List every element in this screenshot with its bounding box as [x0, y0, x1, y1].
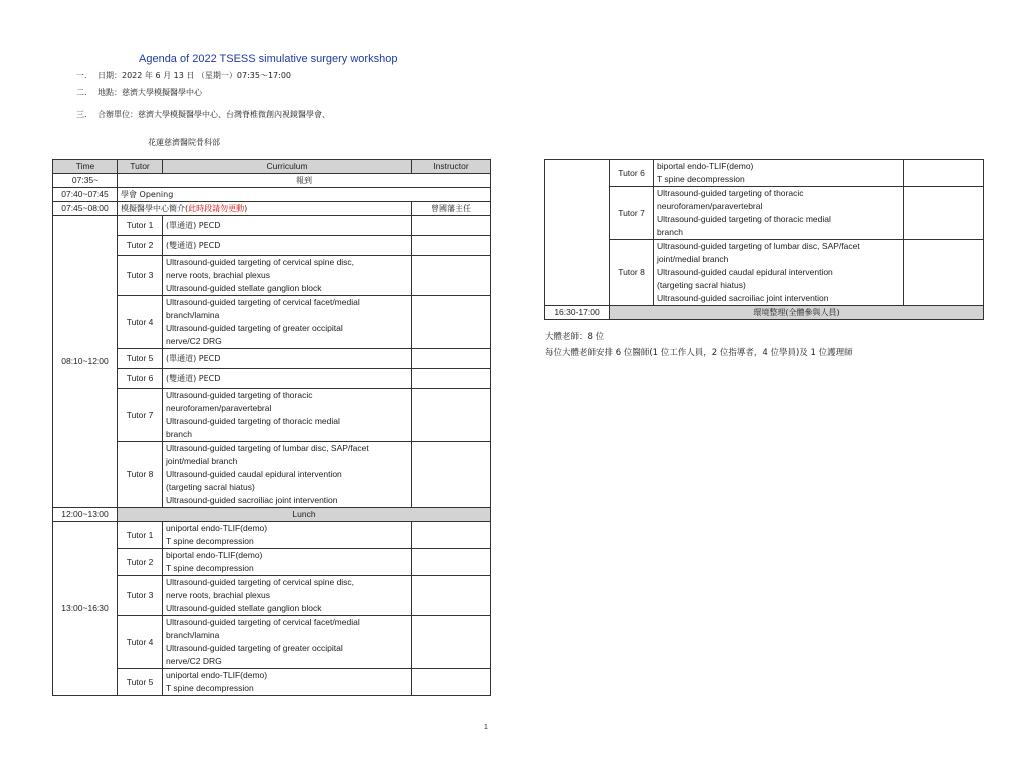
time-cell: [545, 160, 610, 306]
instructor-cell: [412, 389, 491, 442]
info-organizers-number: 三.: [76, 110, 87, 119]
tutor-cell: Tutor 5: [118, 669, 163, 696]
time-cell: 07:35~: [53, 174, 118, 188]
tutor-cell: Tutor 8: [118, 442, 163, 508]
curriculum-line: Ultrasound-guided targeting of thoracic: [657, 188, 804, 198]
curriculum-line: Ultrasound-guided sacroiliac joint intervention: [166, 495, 338, 505]
curriculum-line: T spine decompression: [166, 563, 254, 573]
time-cell: 12:00~13:00: [53, 508, 118, 522]
tutor-cell: Tutor 5: [118, 349, 163, 369]
tutor-cell: Tutor 3: [118, 256, 163, 296]
curriculum-cell: [163, 442, 412, 508]
curriculum-line: nerve/C2 DRG: [166, 656, 222, 666]
tutor-cell: Tutor 7: [118, 389, 163, 442]
tutor-cell: Tutor 2: [118, 549, 163, 576]
table-row: [53, 296, 491, 349]
info-location-text: 地點：慈濟大學模擬醫學中心: [98, 88, 202, 97]
afternoon-time-cell: 13:00~16:30: [53, 522, 118, 696]
instructor-cell: [904, 160, 984, 187]
curriculum-line: nerve/C2 DRG: [166, 336, 222, 346]
curriculum-line: branch/lamina: [166, 630, 220, 640]
table-row: [53, 256, 491, 296]
curriculum-cell: [163, 349, 412, 369]
table-row: [545, 306, 984, 320]
instructor-cell: [412, 442, 491, 508]
instructor-cell: [412, 256, 491, 296]
curriculum-line: Ultrasound-guided targeting of thoracic medial: [166, 416, 340, 426]
table-row: [53, 202, 491, 216]
curriculum-cell: [163, 256, 412, 296]
lunch-cell: Lunch: [118, 508, 491, 522]
curriculum-line: Ultrasound-guided targeting of lumbar disc, SAP/facet: [166, 443, 369, 453]
instructor-cell: [412, 522, 491, 549]
tutor-cell: Tutor 7: [610, 187, 654, 240]
curriculum-cell: [654, 240, 904, 306]
agenda-table-continued: [544, 159, 984, 320]
time-cell: 07:45~08:00: [53, 202, 118, 216]
curriculum-line: biportal endo-TLIF(demo): [657, 161, 754, 171]
curriculum-line: Ultrasound-guided targeting of thoracic: [166, 390, 313, 400]
curriculum-line: T spine decompression: [657, 174, 745, 184]
table-row: [53, 389, 491, 442]
tutor-cell: Tutor 1: [118, 522, 163, 549]
curriculum-line: T spine decompression: [166, 683, 254, 693]
info-date-number: 一.: [76, 71, 87, 80]
curriculum-line: Ultrasound-guided targeting of cervical spine disc,: [166, 577, 355, 587]
instructor-cell: [412, 669, 491, 696]
curriculum-line: joint/medial branch: [166, 456, 238, 466]
closing-cell: 環境整理(全體參與人員): [610, 306, 984, 320]
table-row: [53, 442, 491, 508]
header-instructor: Instructor: [412, 160, 491, 174]
time-cell: 16:30-17:00: [545, 306, 610, 320]
info-date: [76, 70, 291, 81]
curriculum-cell: [118, 202, 412, 216]
curriculum-cell: [163, 669, 412, 696]
curriculum-cell: [163, 296, 412, 349]
document-title: Agenda of 2022 TSESS simulative surgery workshop: [139, 53, 398, 65]
tutor-cell: Tutor 4: [118, 296, 163, 349]
curriculum-suffix: ): [244, 204, 248, 213]
curriculum-line: Ultrasound-guided targeting of lumbar disc, SAP/facet: [657, 241, 860, 251]
instructor-cell: [412, 549, 491, 576]
curriculum-line: Ultrasound-guided stellate ganglion block: [166, 283, 322, 293]
tutor-cell: Tutor 6: [610, 160, 654, 187]
curriculum-line: joint/medial branch: [657, 254, 729, 264]
curriculum-line: branch/lamina: [166, 310, 220, 320]
header-time: Time: [53, 160, 118, 174]
tutor-cell: Tutor 1: [118, 216, 163, 236]
curriculum-cell: [163, 616, 412, 669]
header-tutor: Tutor: [118, 160, 163, 174]
curriculum-line: Ultrasound-guided targeting of greater occipital: [166, 643, 343, 653]
curriculum-line: neuroforamen/paravertebral: [166, 403, 272, 413]
table-row: [53, 349, 491, 369]
table-row: [545, 160, 984, 187]
instructor-cell: [412, 616, 491, 669]
curriculum-line: (雙通道) PECD: [166, 241, 221, 250]
table-row: [53, 236, 491, 256]
curriculum-cell: 學會 Opening: [118, 188, 491, 202]
instructor-cell: 曾國藩主任: [412, 202, 491, 216]
curriculum-cell: [654, 187, 904, 240]
curriculum-line: (單通道) PECD: [166, 221, 221, 230]
tutor-cell: Tutor 8: [610, 240, 654, 306]
info-organizers-cont: [148, 137, 220, 148]
tutor-cell: Tutor 2: [118, 236, 163, 256]
header-curriculum: Curriculum: [163, 160, 412, 174]
curriculum-cell: [163, 522, 412, 549]
curriculum-line: Ultrasound-guided targeting of greater occipital: [166, 323, 343, 333]
instructor-cell: [412, 349, 491, 369]
morning-time-cell: 08:10~12:00: [53, 216, 118, 508]
curriculum-line: biportal endo-TLIF(demo): [166, 550, 263, 560]
tutor-cell: Tutor 4: [118, 616, 163, 669]
table-row: [545, 187, 984, 240]
table-header-row: [53, 160, 491, 174]
tutor-cell: Tutor 6: [118, 369, 163, 389]
instructor-cell: [412, 576, 491, 616]
instructor-cell: [412, 216, 491, 236]
curriculum-line: branch: [166, 429, 192, 439]
instructor-cell: [412, 369, 491, 389]
info-organizers-text: 合辦單位：慈濟大學模擬醫學中心、台灣脊椎微創內視鏡醫學會、: [98, 110, 330, 119]
curriculum-line: uniportal endo-TLIF(demo): [166, 523, 268, 533]
table-row: [53, 174, 491, 188]
curriculum-line: (targeting sacral hiatus): [166, 482, 255, 492]
tutor-cell: Tutor 3: [118, 576, 163, 616]
warning-text: 此時段請勿更動: [188, 204, 245, 213]
table-row: [53, 216, 491, 236]
note-cadaver-teachers: 大體老師：8 位: [545, 332, 605, 342]
instructor-cell: [412, 296, 491, 349]
curriculum-line: Ultrasound-guided targeting of cervical facet/medial: [166, 297, 360, 307]
info-date-text: 日期：2022 年 6 月 13 日 （星期一）07:35～17:00: [98, 71, 291, 80]
curriculum-cell: [163, 389, 412, 442]
curriculum-cell: [163, 236, 412, 256]
note-staffing: 每位大體老師安排 6 位醫師(1 位工作人員，2 位指導者，4 位學員)及 1 位護理師: [545, 348, 853, 358]
table-row: [53, 508, 491, 522]
table-row: [53, 522, 491, 549]
table-row: [53, 369, 491, 389]
info-location-number: 二.: [76, 88, 87, 97]
curriculum-line: neuroforamen/paravertebral: [657, 201, 763, 211]
table-row: [53, 549, 491, 576]
curriculum-line: branch: [657, 227, 683, 237]
curriculum-line: Ultrasound-guided caudal epidural intervention: [166, 469, 342, 479]
curriculum-line: (雙通道) PECD: [166, 374, 221, 383]
instructor-cell: [904, 187, 984, 240]
info-organizers: [76, 109, 330, 120]
curriculum-cell: [163, 549, 412, 576]
curriculum-prefix: 模擬醫學中心簡介(: [121, 204, 189, 213]
table-row: [53, 188, 491, 202]
page-number: 1: [484, 724, 488, 731]
curriculum-line: Ultrasound-guided targeting of cervical facet/medial: [166, 617, 360, 627]
curriculum-cell: [163, 576, 412, 616]
curriculum-line: (targeting sacral hiatus): [657, 280, 746, 290]
curriculum-cell: [163, 216, 412, 236]
curriculum-line: Ultrasound-guided caudal epidural intervention: [657, 267, 833, 277]
curriculum-cell: 報到: [118, 174, 491, 188]
info-organizers-cont-text: 花蓮慈濟醫院骨科部: [148, 138, 220, 147]
table-row: [53, 616, 491, 669]
table-row: [545, 240, 984, 306]
curriculum-line: uniportal endo-TLIF(demo): [166, 670, 268, 680]
curriculum-line: Ultrasound-guided targeting of cervical spine disc,: [166, 257, 355, 267]
curriculum-cell: [163, 369, 412, 389]
curriculum-line: T spine decompression: [166, 536, 254, 546]
curriculum-line: nerve roots, brachial plexus: [166, 590, 270, 600]
time-cell: 07:40~07:45: [53, 188, 118, 202]
curriculum-line: Ultrasound-guided targeting of thoracic medial: [657, 214, 831, 224]
curriculum-line: (單通道) PECD: [166, 354, 221, 363]
agenda-table: [52, 159, 491, 696]
curriculum-line: Ultrasound-guided sacroiliac joint intervention: [657, 293, 829, 303]
table-row: [53, 576, 491, 616]
curriculum-cell: [654, 160, 904, 187]
instructor-cell: [412, 236, 491, 256]
info-location: [76, 87, 202, 98]
curriculum-line: nerve roots, brachial plexus: [166, 270, 270, 280]
table-row: [53, 669, 491, 696]
instructor-cell: [904, 240, 984, 306]
curriculum-line: Ultrasound-guided stellate ganglion block: [166, 603, 322, 613]
